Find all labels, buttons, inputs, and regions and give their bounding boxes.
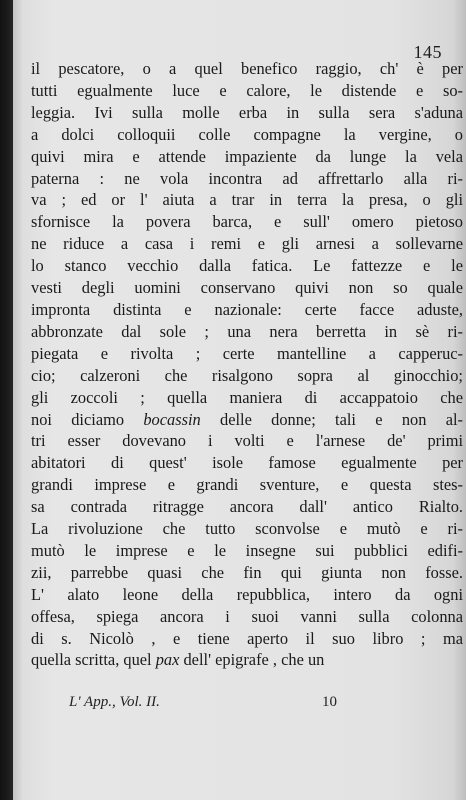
text-line: grandi imprese e grandi sventure, e questa stes- [31, 475, 463, 495]
italic-word: pax [155, 650, 180, 670]
text-line: offesa, spiega ancora i suoi vanni sulla colonna [31, 606, 463, 626]
text-line: L' alato leone della repubblica, intero da ogni [31, 584, 463, 604]
text-line: sfornisce la povera barca, e sull' omero pietoso [31, 212, 463, 232]
text-line: tri esser dovevano i volti e l'arnese de' primi [31, 431, 463, 451]
text-line: tutti egualmente luce e calore, le distende e so- [31, 80, 463, 100]
text-line: abbronzate dal sole ; una nera berretta in sè ri- [31, 321, 463, 341]
text-line: quella scritta, quel pax dell' epigrafe , che un [31, 650, 325, 670]
text-line: paterna : ne vola incontra ad affrettarlo alla ri- [31, 168, 463, 188]
text-line: zii, parrebbe quasi che fin qui giunta non fosse. [31, 562, 463, 582]
text-line: ne riduce a casa i remi e gli arnesi a sollevarne [31, 234, 463, 254]
text-line: il pescatore, o a quel benefico raggio, ch' è per [31, 59, 463, 78]
signature-mark: L' App., Vol. II. [69, 694, 160, 710]
text-line: vesti degli uomini conservano quivi non so quale [31, 278, 463, 298]
text-line: sa contrada ritragge ancora dall' antico Rialto. [31, 497, 463, 517]
text-line: quivi mira e attende impaziente da lunge la vela [31, 146, 463, 166]
text-line: La rivoluzione che tutto sconvolse e mutò e ri- [31, 519, 463, 539]
text-line: cio; calzeroni che risalgono sopra al ginocchio; [31, 365, 463, 385]
body-text [31, 58, 463, 671]
text-line: mutò le imprese e le insegne sui pubblici edifi- [31, 540, 463, 560]
text-line: di s. Nicolò , e tiene aperto il suo libro ; ma [31, 628, 463, 648]
text-line: impronta distinta e nazionale: certe facce aduste, [31, 299, 463, 319]
book-page [13, 0, 466, 800]
text-line: va ; ed or l' aiuta a trar in terra la presa, o gli [31, 190, 463, 210]
text-line: gli zoccoli ; quella maniera di accappatoio che [31, 387, 463, 407]
text-line: piegata e rivolta ; certe mantelline a capperuc- [31, 343, 463, 363]
text-line: abitatori di quest' isole famose egualmente per [31, 453, 463, 473]
text-line: lo stanco vecchio dalla fatica. Le fattezze e le [31, 256, 463, 276]
text-line: leggia. Ivi sulla molle erba in sulla sera s'aduna [31, 102, 463, 122]
italic-word: bocassin [143, 409, 201, 429]
text-line: a dolci colloquii colle compagne la vergine, o [31, 124, 463, 144]
text-line: noi diciamo bocassin delle donne; tali e non al- [31, 409, 463, 429]
gathering-number: 10 [322, 694, 337, 710]
page-number: 145 [413, 42, 442, 62]
